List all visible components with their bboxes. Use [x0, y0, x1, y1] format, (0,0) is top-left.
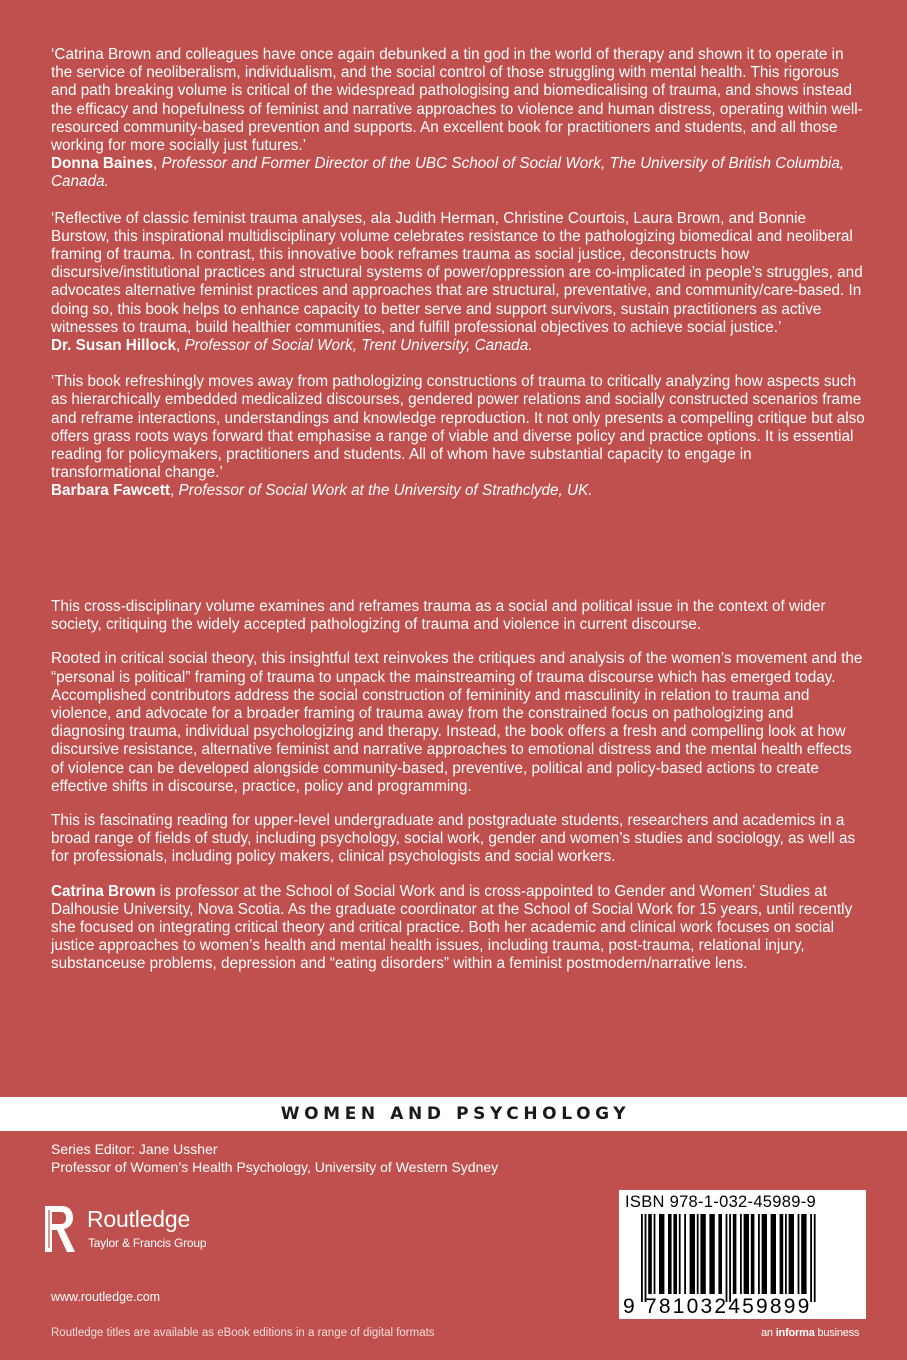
informa-brand: informa — [775, 1327, 815, 1339]
series-title: WOMEN AND PSYCHOLOGY — [280, 1104, 631, 1124]
barcode-bar — [771, 1214, 776, 1294]
series-editor — [51, 1140, 498, 1176]
barcode-bar — [673, 1214, 677, 1294]
book-description — [51, 598, 865, 990]
barcode-bar — [780, 1214, 784, 1294]
barcode-bar — [654, 1214, 656, 1294]
barcode-bar — [740, 1214, 742, 1294]
author-bio-text: is professor at the School of Social Work and is cross-appointed to Gender and Women’ Studies at Dalhousie University, Nova Scotia. As the graduate coordinator at the School of Social Work for 15 years, until recently she focused on integrating critical theory and critical practice. Both her academic and clinical work focuses on social justice approaches to women’s health and mental health issues, including trauma, post-trauma, relational injury, substanceuse problems, depression and “eating disorders” within a feminist postmodern/narrative lens. — [51, 882, 853, 973]
barcode-bar — [718, 1214, 722, 1294]
informa-suffix: business — [814, 1327, 860, 1339]
endorsement-quote — [51, 46, 865, 192]
quote-author-role: Professor of Social Work, Trent University, Canada. — [184, 337, 533, 355]
quote-attribution: Dr. Susan Hillock, Professor of Social Work, Trent University, Canada. — [51, 337, 533, 355]
barcode-bar — [789, 1214, 794, 1294]
publisher-url: www.routledge.com — [51, 1290, 161, 1304]
endorsements — [51, 46, 865, 519]
barcode-bar — [762, 1214, 767, 1294]
barcode-bar — [648, 1214, 652, 1294]
quote-author-role: Professor and Former Director of the UBC School of Social Work, The University of British Columbia, Canada. — [51, 155, 845, 191]
barcode-bar — [659, 1214, 664, 1294]
barcode-bar — [798, 1214, 800, 1294]
barcode-bar — [814, 1214, 816, 1302]
barcode-bar — [690, 1214, 695, 1294]
barcode-bar — [751, 1214, 755, 1294]
quote-author: Donna Baines — [51, 155, 153, 173]
endorsement-quote — [51, 373, 865, 500]
barcode-bar — [684, 1214, 686, 1294]
barcode-bar — [785, 1214, 787, 1294]
informa-prefix: an — [761, 1327, 776, 1339]
barcode-bar — [709, 1214, 714, 1294]
barcode-bar — [729, 1214, 731, 1302]
barcode-bar — [697, 1214, 699, 1294]
series-editor-name: Series Editor: Jane Ussher — [51, 1141, 218, 1157]
isbn-barcode — [619, 1190, 866, 1319]
description-paragraph: This cross-disciplinary volume examines and reframes trauma as a social and political issue in the context of wider society, critiquing the widely accepted pathologizing of trauma and violence in current discourse. — [51, 598, 826, 634]
informa-business — [761, 1327, 859, 1339]
barcode-bar — [645, 1214, 647, 1302]
routledge-logo-icon — [42, 1204, 78, 1254]
quote-text: ‘Catrina Brown and colleagues have once again debunked a tin god in the world of therapy and shown it to operate in the service of neoliberalism, individualism, and the social control of those struggling with mental health. This rigorous and path breaking volume is critical of the widespread pathologising and biomedicalising of trauma, and shows instead the efficacy and hopefulness of feminist and narrative approaches to violence and human distress, operating within well-resourced community-based prevention and supports. An excellent book for practitioners and students, and all those working for more socially just futures.’ — [51, 46, 863, 155]
barcode-bar — [668, 1214, 672, 1294]
barcode-bar — [641, 1214, 643, 1302]
author-name: Catrina Brown — [51, 882, 156, 900]
barcode-bar — [810, 1214, 812, 1302]
quote-text: ‘This book refreshingly moves away from pathologizing constructions of trauma to critically analyzing how aspects such as hierarchically embedded medicalized discourses, gendered power relations and socially constructed scenarios frame and reframe interactions, understandings and knowledge reproduction. It not only presents a compelling critique but also offers grass roots ways forward that emphasise a range of viable and diverse policy and practice options. It is essential reading for policymakers, practitioners and students. All of whom have substantial capacity to engage in transformational change.’ — [51, 373, 865, 482]
quote-text: ‘Reflective of classic feminist trauma analyses, ala Judith Herman, Christine Courtois, Laura Brown, and Bonnie Burstow, this inspirational multidisciplinary volume celebrates resistance to the pathologizing biomedical and neoliberal framing of trauma. In contrast, this innovative book reframes trauma as social justice, deconstructs how discursive/institutional practices and structural systems of power/oppression are co-implicated in people’s struggles, and advocates alternative feminist practices and approaches that are structural, preventative, and community/care-based. In doing so, this book helps to enhance capacity to better serve and support survivors, sustain practitioners as active witnesses to trauma, build healthier communities, and fulfill professional objectives to achieve social justice.’ — [51, 209, 863, 336]
publisher-name: Routledge — [87, 1206, 191, 1232]
barcode-first-digit: 9 — [623, 1295, 635, 1318]
barcode-bar — [744, 1214, 749, 1294]
barcode-bar — [801, 1214, 806, 1294]
barcode-bar — [679, 1214, 681, 1294]
barcode-bar — [700, 1214, 705, 1294]
description-paragraph: This is fascinating reading for upper-level undergraduate and postgraduate students, researchers and academics in a broad range of fields of study, including psychology, social work, gender and women’s studies and sociology, as well as for professionals, including policy makers, clinical psychologists and social workers. — [51, 812, 856, 866]
quote-attribution: Donna Baines, Professor and Former Director of the UBC School of Social Work, The University of British Columbia, Canada. — [51, 155, 845, 191]
publisher-logo — [42, 1200, 272, 1260]
barcode-bar — [733, 1214, 737, 1294]
quote-author: Dr. Susan Hillock — [51, 337, 176, 355]
quote-author-role: Professor of Social Work at the University of Strathclyde, UK. — [178, 482, 593, 500]
quote-attribution: Barbara Fawcett, Professor of Social Work at the University of Strathclyde, UK. — [51, 482, 593, 500]
barcode-bar — [726, 1214, 728, 1302]
barcode-bar — [758, 1214, 760, 1294]
barcode-digits: 781032459899 — [645, 1295, 812, 1318]
publisher-group: Taylor & Francis Group — [88, 1236, 207, 1250]
series-editor-role: Professor of Women’s Health Psychology, University of Western Sydney — [51, 1159, 499, 1175]
author-bio — [51, 883, 865, 974]
series-banner — [0, 1097, 907, 1131]
endorsement-quote — [51, 210, 865, 356]
isbn-label: ISBN 978-1-032-45989-9 — [625, 1193, 816, 1211]
description-paragraph: Rooted in critical social theory, this insightful text reinvokes the critiques and analysis of the women’s movement and the “personal is political” framing of trauma to unpack the mainstreaming of trauma discourse which has emerged today. Accomplished contributors address the social construction of femininity and masculinity in relation to trauma and violence, and advocate for a broader framing of trauma away from the constrained focus on pathologizing and diagnosing trauma, individual psychologizing and therapy. Instead, the book offers a fresh and compelling look at how discursive resistance, alternative feminist and narrative approaches to emotional distress and the mental health effects of violence can be developed alongside community-based, preventive, political and policy-based actions to create effective shifts in discourse, practice, policy and programming. — [51, 650, 863, 795]
quote-author: Barbara Fawcett — [51, 482, 171, 500]
ebook-note: Routledge titles are available as eBook editions in a range of digital formats — [51, 1327, 435, 1339]
